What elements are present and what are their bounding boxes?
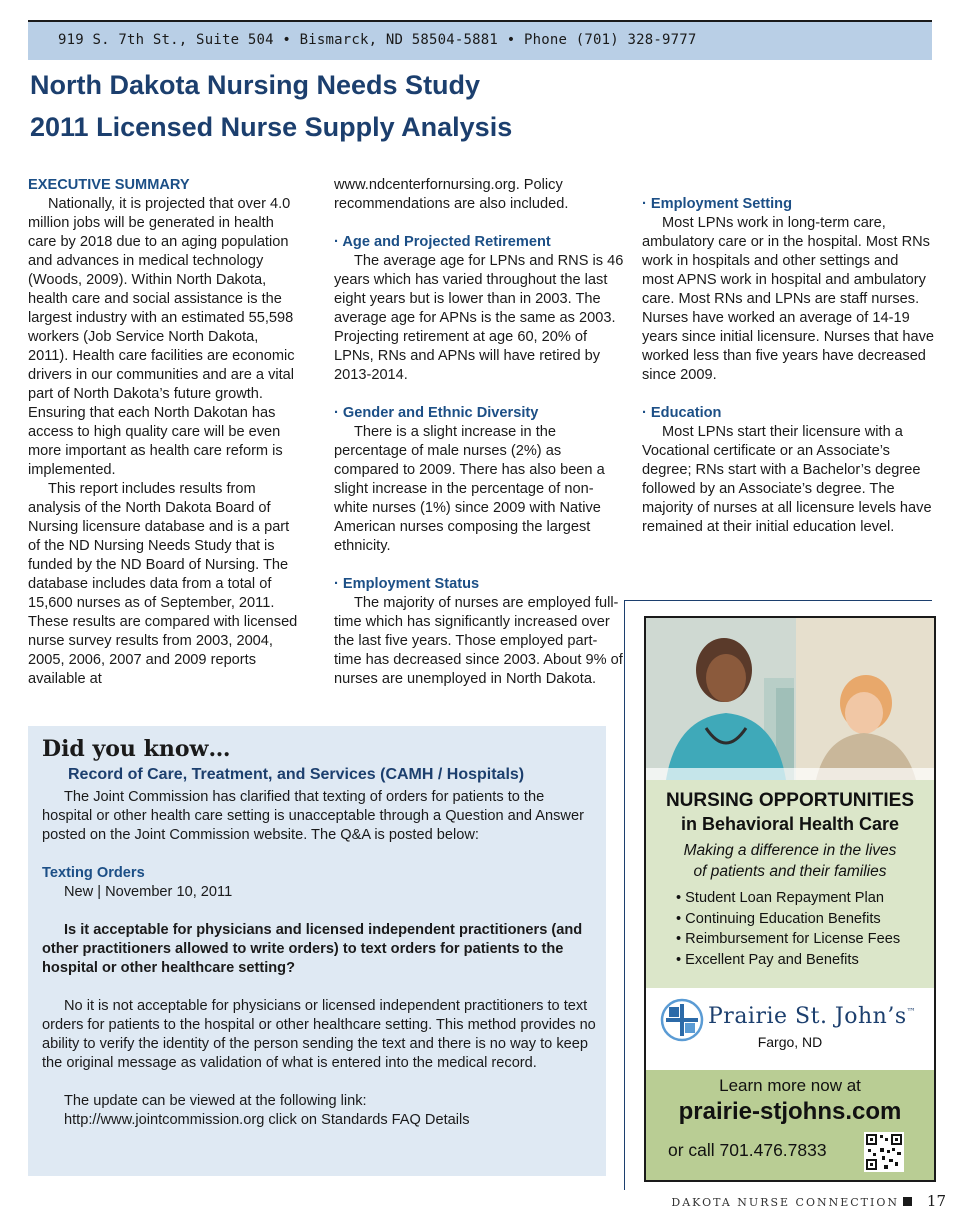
column-2 <box>334 176 624 689</box>
page-title: North Dakota Nursing Needs Study <box>30 70 481 100</box>
address-text: 919 S. 7th St., Suite 504 • Bismarck, ND 58504-5881 • Phone (701) 328-9777 <box>58 32 697 48</box>
publication-footer <box>671 1196 918 1209</box>
education-heading: · Education <box>642 405 722 421</box>
ad-benefit: • Student Loan Repayment Plan <box>676 888 900 909</box>
trademark-mark: ™ <box>906 1007 917 1018</box>
qr-code-graphic <box>864 1132 904 1172</box>
did-you-know-body <box>42 788 598 1130</box>
age-heading: · Age and Projected Retirement <box>334 234 551 250</box>
employment-setting-text: Most LPNs work in long-term care, ambulatory care or in the hospital. Most RNs work in hospitals and other settings and most APNS work in hospital and ambulatory care. Most RNs and LPNs are staff nurses. Nurses have worked an average of 14-19 years since initial licensure. Nurses that have worked less than five years have decreased since 2009. <box>642 215 935 383</box>
ad-benefit: • Reimbursement for License Fees <box>676 929 900 950</box>
ad-website-link[interactable]: prairie-stjohns.com <box>678 1098 902 1125</box>
nurse-photo-illustration <box>646 618 934 780</box>
ad-phone: or call 701.476.7833 <box>668 1140 827 1160</box>
summary-paragraph-2-continued: www.ndcenterfornursing.org. Policy recommendations are also included. <box>334 177 569 212</box>
did-you-know-subtitle: Record of Care, Treatment, and Services (CAMH / Hospitals) <box>68 766 525 783</box>
ad-benefit: • Excellent Pay and Benefits <box>676 950 900 971</box>
qr-code-icon[interactable] <box>864 1132 904 1172</box>
dyk-answer: No it is not acceptable for physicians or licensed independent practitioners to text orders for patients to the hospital or other healthcare setting. This method provides no ability to verify the identity of the person sending the text and there is no way to keep the original message as validation of what is entered into the medical record. <box>42 998 596 1071</box>
logo-name <box>708 1004 916 1029</box>
ad-benefit: • Continuing Education Benefits <box>676 909 900 930</box>
column-1 <box>28 176 300 689</box>
gender-heading: · Gender and Ethnic Diversity <box>334 405 539 421</box>
dyk-subhead: Texting Orders <box>42 865 145 881</box>
employment-setting-heading: · Employment Setting <box>642 196 792 212</box>
advertisement[interactable] <box>644 616 936 1182</box>
ad-tagline <box>646 840 934 882</box>
nurse-photo <box>646 618 934 780</box>
summary-paragraph-2: This report includes results from analysis of the North Dakota Board of Nursing licensure database and is a part of the ND Nursing Needs Study that is funded by the ND Board of Nursing. The database includes data from a total of 15,600 nurses as of September, 2011. These results are compared with licensed nurse survey results from 2003, 2004, 2005, 2006, 2007 and 2009 reports available at <box>28 481 298 687</box>
dyk-question: Is it acceptable for physicians and licensed independent practitioners (and other practitioners allowed to write orders) to text orders for patients to the hospital or other healthcare setting? <box>42 922 583 976</box>
column-3 <box>642 195 934 537</box>
executive-summary-heading: EXECUTIVE SUMMARY <box>28 177 190 193</box>
education-text: Most LPNs start their licensure with a Vocational certificate or an Associate’s degree; RNs start with a Bachelor’s degree followed by an Associate’s degree. The majority of nurses at all licensure levels have remained at their initial education level. <box>642 424 932 535</box>
publication-name: DAKOTA NURSE CONNECTION <box>671 1196 899 1209</box>
ad-learn-more: Learn more now at <box>719 1076 861 1095</box>
page-subtitle: 2011 Licensed Nurse Supply Analysis <box>30 112 513 142</box>
employment-status-heading: · Employment Status <box>334 576 480 592</box>
dyk-date: New | November 10, 2011 <box>64 884 233 900</box>
prairie-st-johns-logo <box>646 988 934 1070</box>
footer-square-icon <box>903 1197 912 1206</box>
did-you-know-box <box>28 726 606 1176</box>
dyk-link[interactable]: http://www.jointcommission.org click on Standards FAQ Details <box>64 1112 470 1128</box>
ad-headline-2: in Behavioral Health Care <box>680 814 900 834</box>
ad-offer-panel <box>646 780 934 988</box>
gender-text: There is a slight increase in the percentage of male nurses (2%) as compared to 2009. There has also been a slight increase in the percentage of non-white nurses (1%) since 2009 with Native American nurses composing the largest ethnicity. <box>334 424 605 554</box>
ad-contact-panel <box>646 1070 934 1180</box>
age-text: The average age for LPNs and RNS is 46 years which has varied throughout the last eight years but is lower than in 2003. The average age for APNs is the same as 2003. Projecting retirement at age 60, 20% of LPNs, RNs and APNs will have retired by 2013-2014. <box>334 253 624 383</box>
ad-tagline-line-2: of patients and their families <box>693 863 887 880</box>
ad-benefits-list <box>676 888 900 970</box>
dyk-intro: The Joint Commission has clarified that texting of orders for patients to the hospital or other health care setting is unacceptable through a Question and Answer posted on the Joint Commission website. The Q&A is posted below: <box>42 789 584 843</box>
ad-frame-rule-top <box>624 600 932 601</box>
page-number: 17 <box>926 1192 946 1210</box>
logo-city: Fargo, ND <box>757 1034 823 1050</box>
summary-paragraph-1: Nationally, it is projected that over 4.0 million jobs will be generated in health care by 2018 due to an aging population and advances in medical technology (Woods, 2009). Within North Dakota, health care and social assistance is the largest industry with an estimated 55,598 workers (Job Service North Dakota, 2011). Health care facilities are economic drivers in our communities and are a vital part of North Dakota’s future growth. Ensuring that each North Dakotan has access to high quality care will be even more important as health care reform is implemented. <box>28 196 295 478</box>
address-bar <box>28 22 932 60</box>
ad-headline: NURSING OPPORTUNITIES <box>665 790 915 811</box>
did-you-know-title: Did you know… <box>42 736 231 762</box>
dyk-update-line: The update can be viewed at the following link: <box>64 1093 367 1109</box>
employment-status-text: The majority of nurses are employed full-time which has significantly increased over the last five years. Those employed part-time has decreased since 2003. About 9% of nurses are unemployed in North Dakota. <box>334 595 623 687</box>
ad-frame-rule-left <box>624 600 625 1190</box>
ad-tagline-line-1: Making a difference in the lives <box>683 842 897 859</box>
logo-name-text: Prairie St. John’s <box>708 1004 907 1029</box>
